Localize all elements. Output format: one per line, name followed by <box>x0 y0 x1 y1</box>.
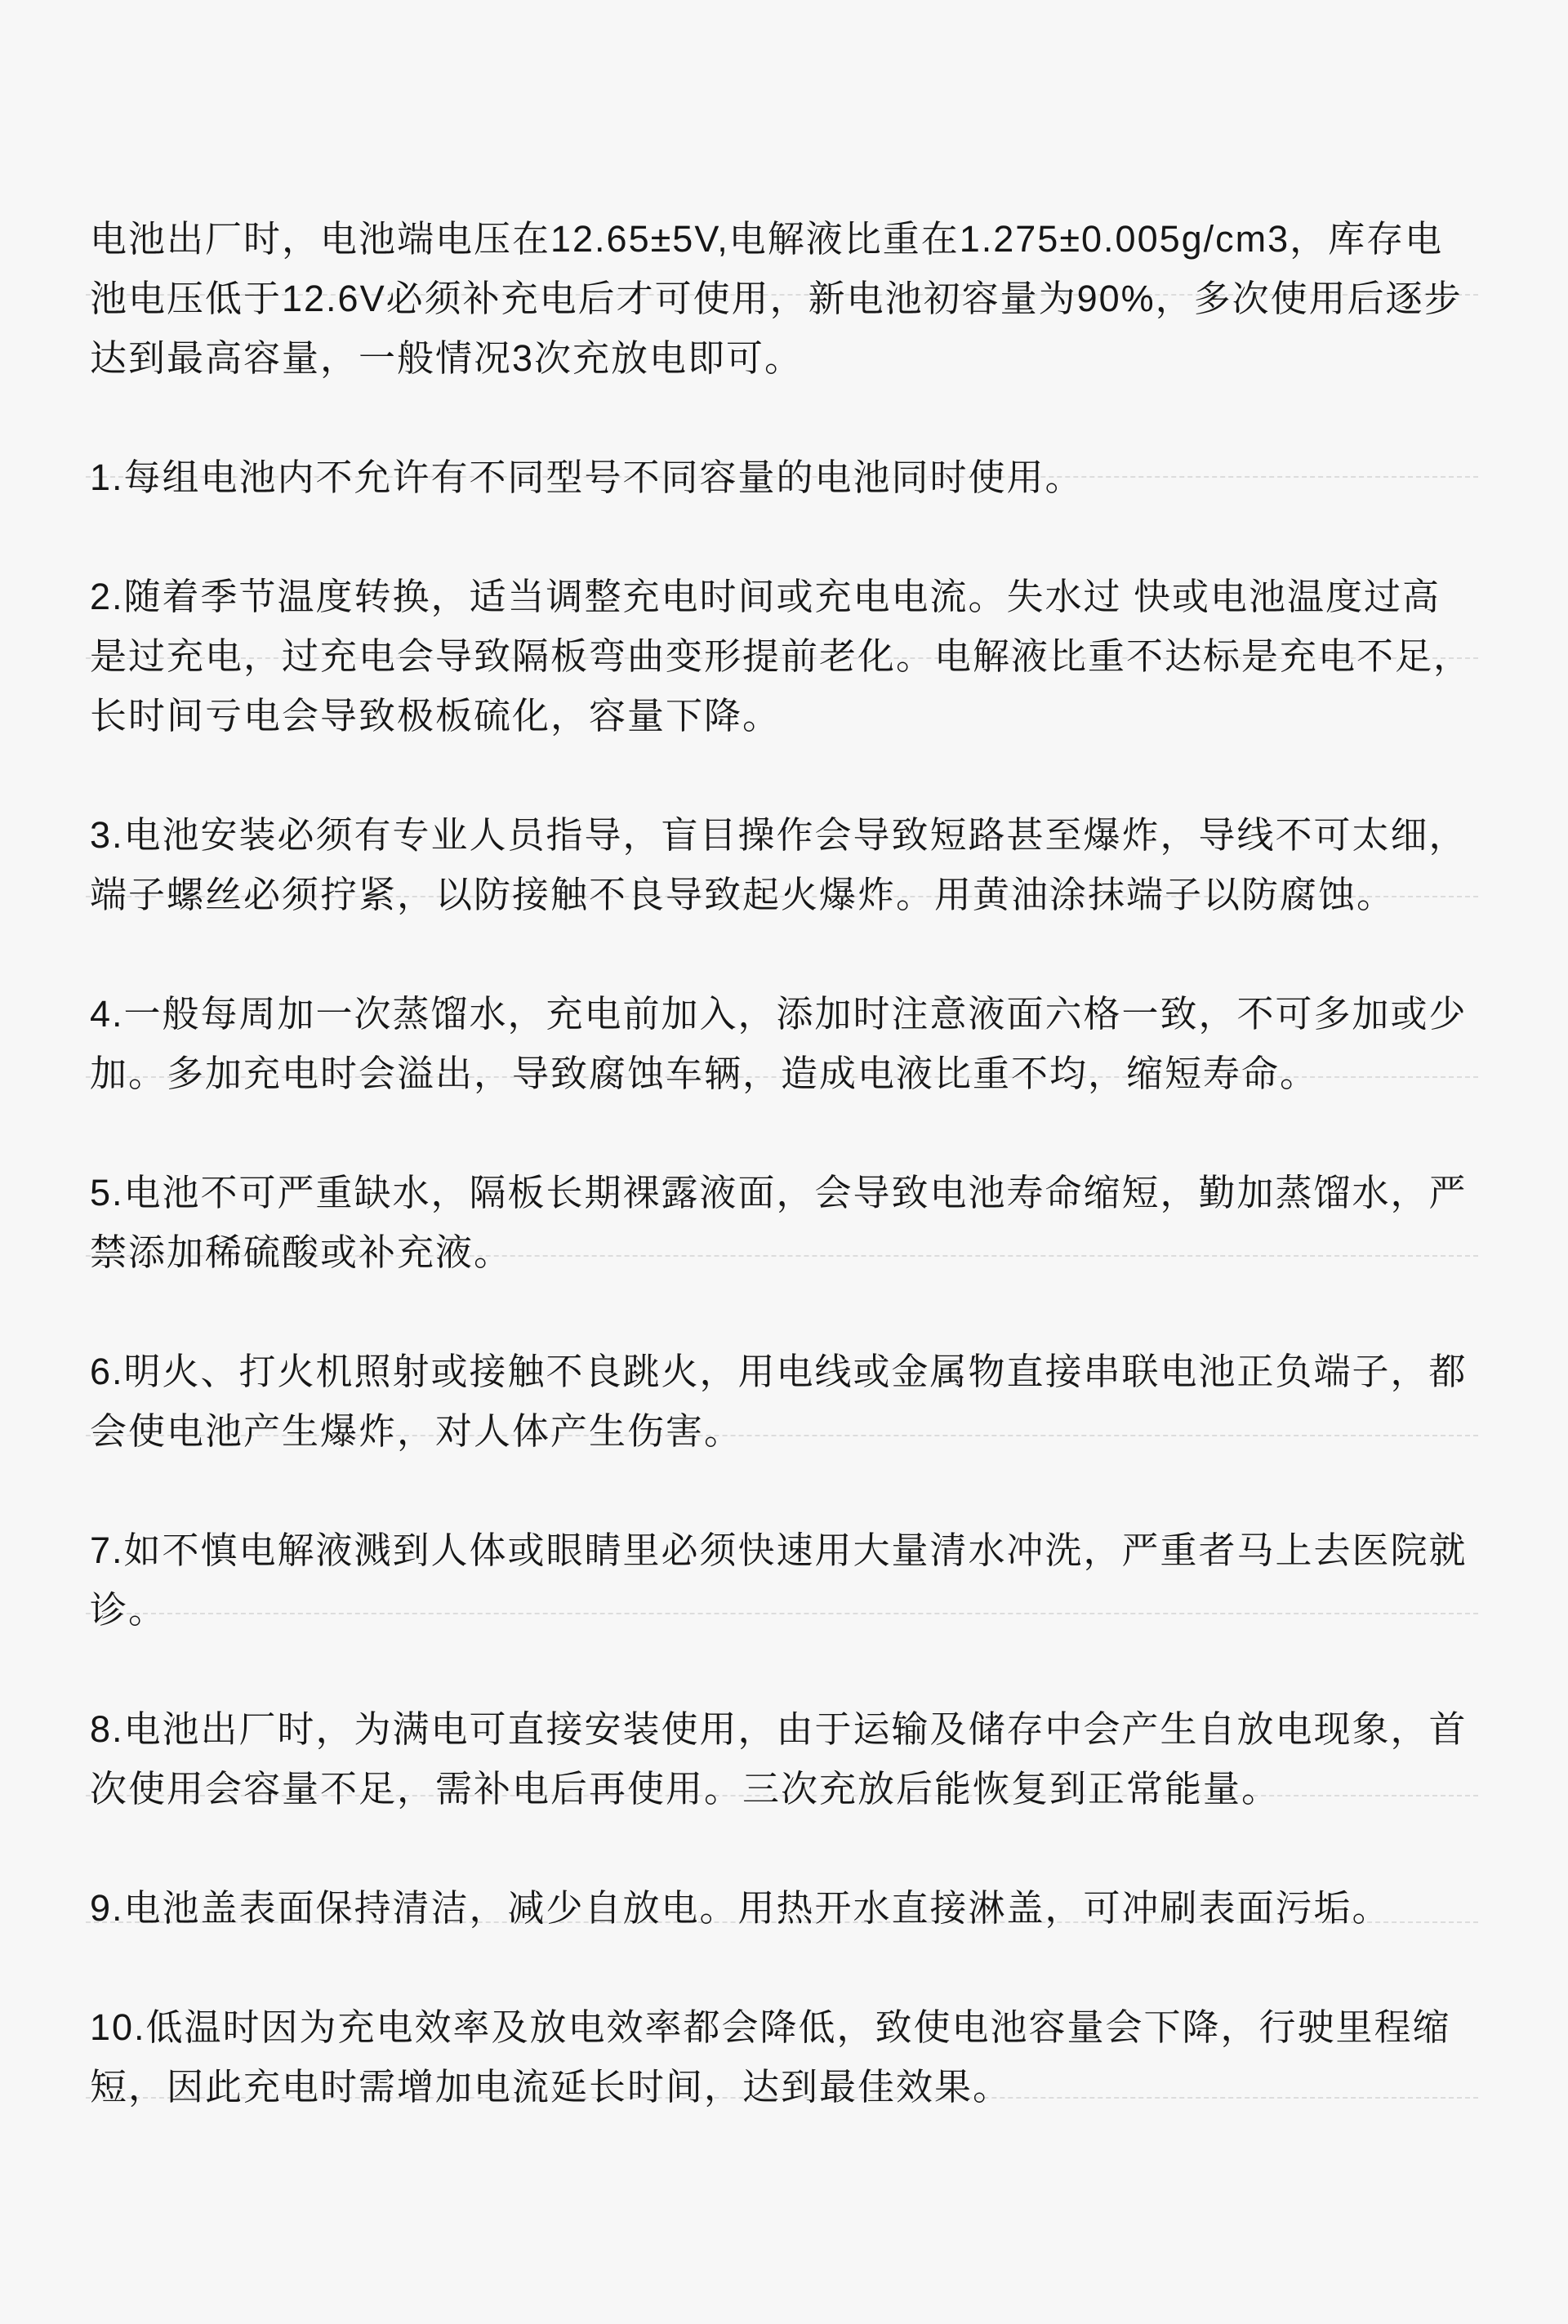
paragraph-item-9: 9.电池盖表面保持清洁，减少自放电。用热开水直接淋盖，可冲刷表面污垢。 <box>90 1887 1391 1929</box>
paragraph-item-7: 7.如不慎电解液溅到人体或眼睛里必须快速用大量清水冲洗，严重者马上去医院就诊。 <box>90 1529 1468 1631</box>
paragraph-intro: 电池出厂时，电池端电压在12.65±5V,电解液比重在1.275±0.005g/cm3，库存电池电压低于12.6V必须补充电后才可使用，新电池初容量为90%，多次使用后逐步达到最高容量，一般情况3次充放电即可。 <box>90 218 1463 379</box>
paragraph-item-1: 1.每组电池内不允许有不同型号不同容量的电池同时使用。 <box>90 456 1084 498</box>
paragraph-item-2: 2.随着季节温度转换，适当调整充电时间或充电电流。失水过 快或电池温度过高是过充电，过充电会导致隔板弯曲变形提前老化。电解液比重不达标是充电不足，长时间亏电会导致极板硫化，容量下降。 <box>90 576 1472 737</box>
paragraph-item-5: 5.电池不可严重缺水，隔板长期裸露液面，会导致电池寿命缩短，勤加蒸馏水，严禁添加稀硫酸或补充液。 <box>90 1172 1468 1273</box>
paragraph-item-4: 4.一般每周加一次蒸馏水，充电前加入，添加时注意液面六格一致，不可多加或少加。多加充电时会溢出，导致腐蚀车辆，造成电液比重不均，缩短寿命。 <box>90 993 1468 1094</box>
paragraph-item-6: 6.明火、打火机照射或接触不良跳火，用电线或金属物直接串联电池正负端子，都会使电池产生爆炸，对人体产生伤害。 <box>90 1351 1468 1452</box>
battery-instructions-text <box>90 209 1478 2176</box>
paragraph-item-3: 3.电池安装必须有专业人员指导，盲目操作会导致短路甚至爆炸，导线不可太细，端子螺丝必须拧紧，以防接触不良导致起火爆炸。用黄油涂抹端子以防腐蚀。 <box>90 814 1468 915</box>
paragraph-item-8: 8.电池出厂时，为满电可直接安装使用，由于运输及储存中会产生自放电现象，首次使用会容量不足，需补电后再使用。三次充放后能恢复到正常能量。 <box>90 1708 1468 1810</box>
paragraph-item-10: 10.低温时因为充电效率及放电效率都会降低，致使电池容量会下降，行驶里程缩短，因此充电时需增加电流延长时间，达到最佳效果。 <box>90 2006 1451 2108</box>
